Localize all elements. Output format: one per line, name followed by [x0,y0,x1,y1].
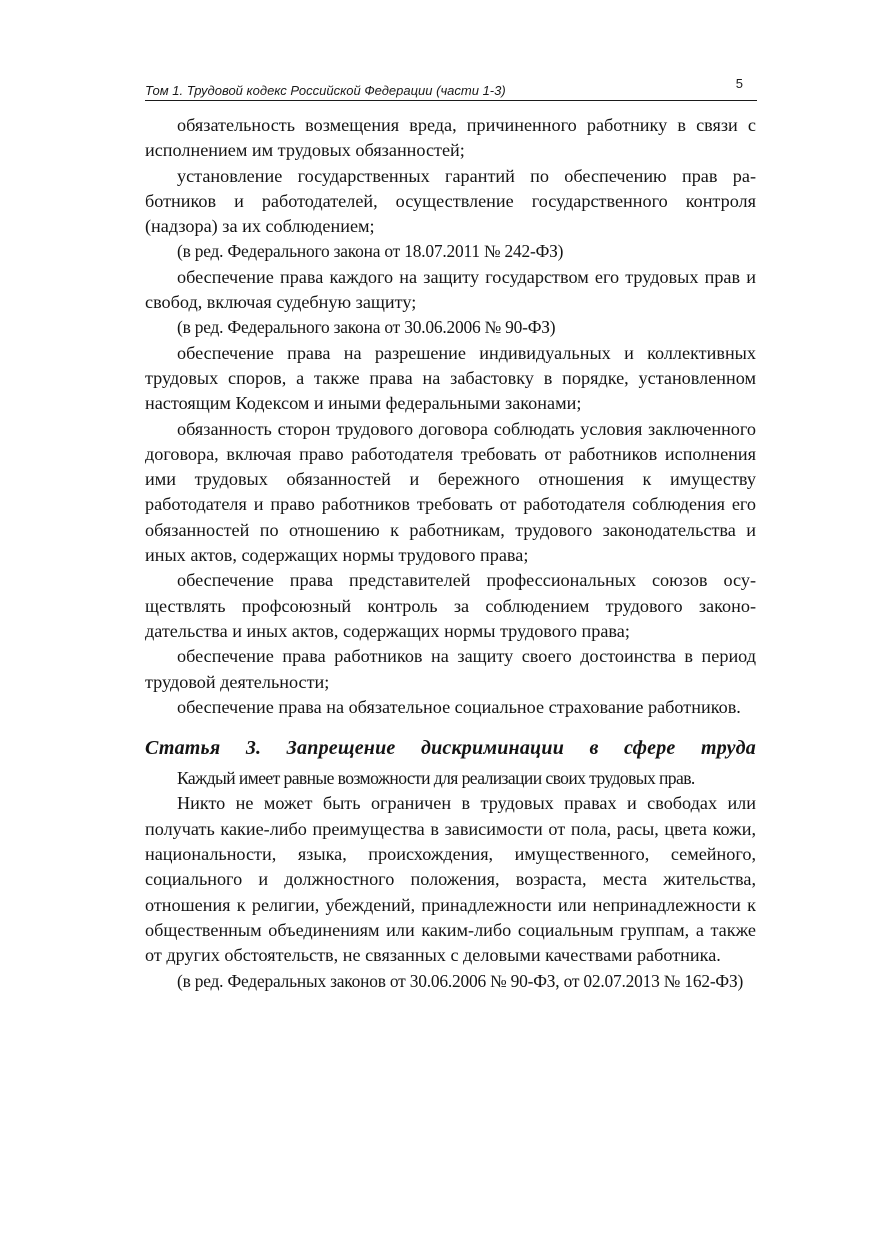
paragraph: обеспечение права представителей профессиональных союзов осуществлять профсоюзный контроль за соблюдением трудового законодательства и иных актов, содержащих нормы трудового права; [145,570,756,641]
article-heading: Статья 3. Запрещение дискриминации в сфере труда [145,737,756,760]
page-number: 5 [735,76,743,91]
article-paragraph: Каждый имеет равные возможности для реализации своих трудовых прав. [177,768,695,789]
running-header [145,74,757,101]
paragraph: обеспечение права на разрешение индивидуальных и коллективных трудовых споров, а также права на забастовку в порядке, установленном настоящим Кодексом и иными федеральными законами; [145,342,756,414]
paragraph: обеспечение права каждого на защиту государством его трудовых прав и свобод, включая судебную защиту; [145,266,756,313]
paragraph: обязательность возмещения вреда, причиненного работнику в связи с исполнением им трудовых обязанностей; [145,115,756,161]
paragraph: обеспечение права работников на защиту своего достоинства в период трудовой деятельности; [145,646,756,692]
paragraph: установление государственных гарантий по обеспечению прав работников и работодателей, осуществление государственного контроля (надзора) за их соблюдением; [145,165,756,237]
document-body [145,113,756,994]
amendment-reference: (в ред. Федеральных законов от 30.06.2006 № 90-ФЗ, от 02.07.2013 № 162-ФЗ) [177,970,744,991]
article-paragraph: Никто не может быть ограничен в трудовых правах и свободах или получать какие-либо преимущества в зависимости от пола, расы, цвета кожи, национальности, языка, происхождения, имущественного, семейного, социального и должностного положения, возраста, места жительства, отношения к религии, убеждений, принадлежности или непринадлежности к общественным объединениям или каким-либо социальным группам, а также от других обстоятельств, не связанных с деловыми качествами работника. [145,793,756,966]
amendment-reference: (в ред. Федерального закона от 30.06.2006 № 90-ФЗ) [177,317,556,338]
paragraph: обеспечение права на обязательное социальное страхование работников. [177,696,741,717]
header-title: Том 1. Трудовой кодекс Российской Федерации (части 1-3) [145,83,506,98]
amendment-reference: (в ред. Федерального закона от 18.07.2011 № 242-ФЗ) [177,241,564,262]
paragraph: обязанность сторон трудового договора соблюдать условия заключенного договора, включая право работодателя требовать от работников исполнения ими трудовых обязанностей и бережного отношения к имуществу работодателя и право работников требовать от работодателя соблюдения его обязанностей по отношению к работникам, трудового законодательства и иных актов, содержащих нормы трудового права; [145,418,756,566]
